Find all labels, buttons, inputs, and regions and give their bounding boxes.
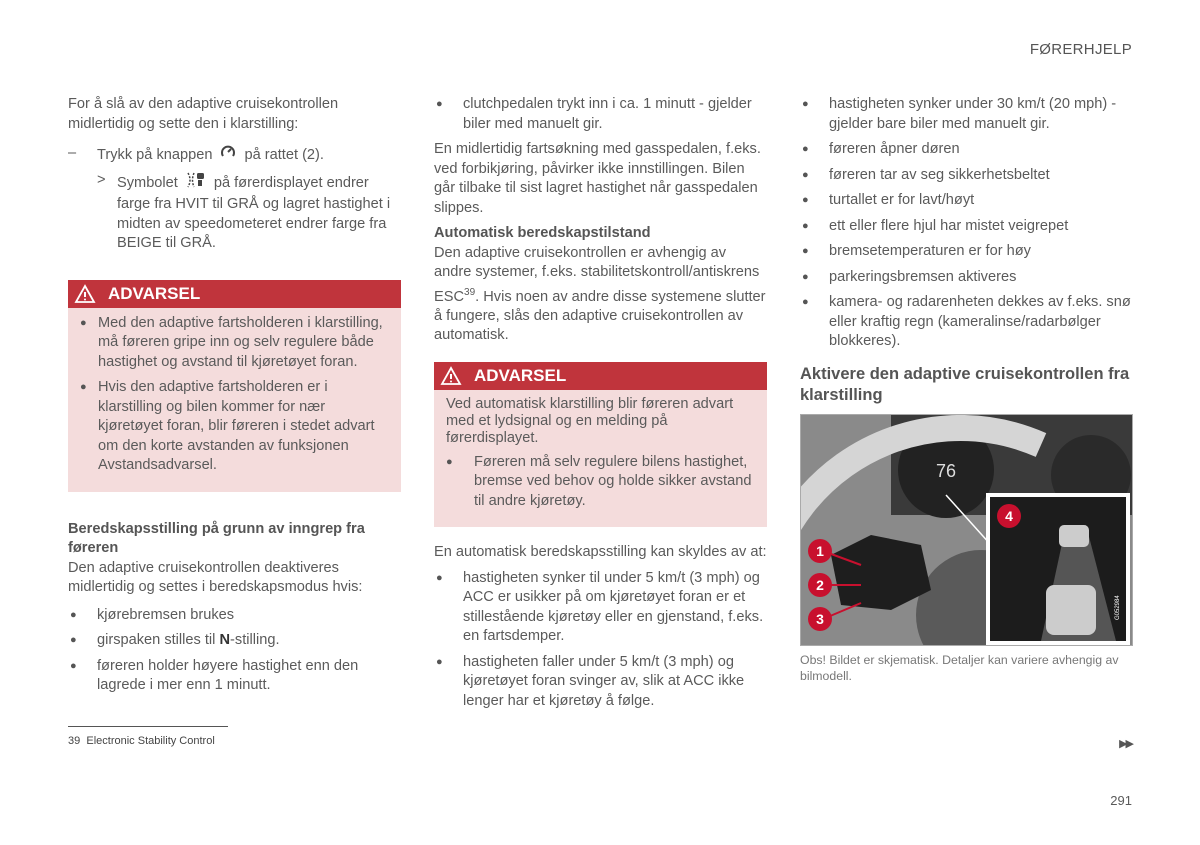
figure-code: G052984: [1115, 594, 1121, 620]
result-text: Symbolet: [117, 174, 178, 191]
warning-box: [434, 362, 767, 528]
warning-item: ● Føreren må selv regulere bilens hastighet, bremse ved behov og holde sikker avstand til andre kjøretøy.: [446, 453, 755, 512]
speed-readout: 76: [935, 460, 957, 481]
footnote-ref[interactable]: 39: [464, 286, 476, 298]
acc-button-icon: [220, 144, 236, 167]
list-item: ● turtallet er for lavt/høyt: [800, 191, 1134, 211]
list-item: ● hastigheten synker til under 5 km/t (3 mph) og ACC er usikker på om kjøretøyet foran er et stillestående kjøretøy eller en gjenstand, f.eks. en fartsdemper.: [434, 569, 767, 647]
callout-1: 1: [816, 542, 824, 559]
warning-box: [68, 280, 401, 492]
column-2: [434, 95, 767, 717]
section-heading: Beredskapsstilling på grunn av inngrep fra føreren: [68, 520, 365, 556]
list-item: ● hastigheten faller under 5 km/t (3 mph) og kjøretøyet foran svinger av, slik at ACC ikke lenger har et kjøretøy å følge.: [434, 653, 767, 712]
acc-symbol-icon: [186, 171, 206, 196]
warning-title: ADVARSEL: [108, 283, 201, 303]
warning-triangle-icon: [74, 284, 96, 304]
step-text-end: på rattet (2).: [244, 147, 324, 164]
warning-item: ● Med den adaptive fartsholderen i klarstilling, må føreren gripe inn og selv regulere både hastighet og avstand til kjøretøyet foran.: [80, 314, 389, 373]
step-text: Trykk på knappen: [97, 147, 213, 164]
figure-caption: Obs! Bildet er skjematisk. Detaljer kan variere avhengig av bilmodell.: [800, 652, 1119, 683]
paragraph: En midlertidig fartsøkning med gasspedalen, f.eks. ved forbikjøring, påvirker ikke innstillingen. Bilen går tilbake til sist lagret hastighet når gasspedalen slippes.: [434, 141, 761, 216]
text: Den adaptive cruisekontrollen er avhengig av andre systemer, f.eks. stabilitetskontroll/antiskrens ESC: [434, 244, 760, 305]
result-text-end: på førerdisplayet endrer farge fra HVIT til GRÅ og lagret hastighet i midten av speedometeret endrer farge fra BEIGE til GRÅ.: [117, 174, 391, 251]
callout-3: 3: [816, 610, 824, 627]
list-item: ● kamera- og radarenheten dekkes av f.eks. snø eller kraftig regn (kameralinse/radarbølger blokkeres).: [800, 293, 1134, 352]
list-item: ● parkeringsbremsen aktiveres: [800, 268, 1134, 288]
step-result: [68, 171, 401, 254]
paragraph: [434, 244, 767, 346]
warning-header: [434, 362, 767, 390]
warning-triangle-icon: [440, 366, 462, 386]
result-marker: >: [97, 171, 106, 188]
list-item: ● føreren åpner døren: [800, 140, 1134, 160]
section-heading: Aktivere den adaptive cruisekontrollen fra klarstilling: [800, 364, 1130, 404]
list-item: [68, 631, 401, 651]
gear-n: N: [219, 632, 231, 648]
list-item: ● kjørebremsen brukes: [68, 606, 401, 626]
item-text: -stilling.: [230, 632, 280, 648]
column-3: [800, 95, 1134, 684]
section-heading: Automatisk beredskapstilstand: [434, 225, 651, 241]
list-item: ● føreren tar av seg sikkerhetsbeltet: [800, 166, 1134, 186]
section-text: Den adaptive cruisekontrollen deaktiveres midlertidig og settes i beredskapsmodus hvis:: [68, 559, 363, 595]
list-item: ● ett eller flere hjul har mistet veigrepet: [800, 217, 1134, 237]
list-item: ● føreren holder høyere hastighet enn den lagrede i mer enn 1 minutt.: [68, 657, 401, 696]
footnote-number: 39: [68, 735, 81, 747]
callout-2: 2: [816, 576, 824, 593]
page-number: 291: [1110, 793, 1132, 808]
warning-item: ● Hvis den adaptive fartsholderen er i klarstilling og bilen kommer for nær kjøretøyet foran, blir føreren i stedet advart om den korte avstanden av funksjonen Avstandsadvarsel.: [80, 378, 389, 476]
double-arrow-right-icon[interactable]: ▶▶: [1119, 738, 1132, 750]
list-item: ● clutchpedalen trykt inn i ca. 1 minutt - gjelder biler med manuelt gir.: [434, 95, 767, 134]
warning-text: Ved automatisk klarstilling blir føreren advart med et lydsignal og en melding på førerdisplayet.: [446, 395, 734, 446]
item-text: girspaken stilles til: [97, 632, 220, 648]
section-header: FØRERHJELP: [1029, 41, 1132, 58]
step: [68, 144, 401, 167]
footnote: [68, 726, 228, 752]
paragraph: En automatisk beredskapsstilling kan skyldes av at:: [434, 544, 767, 561]
intro-text: For å slå av den adaptive cruisekontrollen midlertidig og sette den i klarstilling:: [68, 96, 339, 132]
warning-title: ADVARSEL: [474, 366, 567, 386]
footnote-text: Electronic Stability Control: [86, 735, 215, 747]
column-1: [68, 95, 401, 702]
steering-wheel-illustration: [800, 414, 1133, 646]
callout-4: 4: [1005, 507, 1013, 524]
step-marker: –: [68, 145, 77, 161]
list-item: ● bremsetemperaturen er for høy: [800, 242, 1134, 262]
warning-header: [68, 280, 401, 308]
text: . Hvis noen av andre disse systemene slutter å fungere, slås den adaptive cruisekontrollen av automatisk.: [434, 288, 766, 344]
list-item: ● hastigheten synker under 30 km/t (20 mph) - gjelder bare biler med manuelt gir.: [800, 95, 1134, 134]
